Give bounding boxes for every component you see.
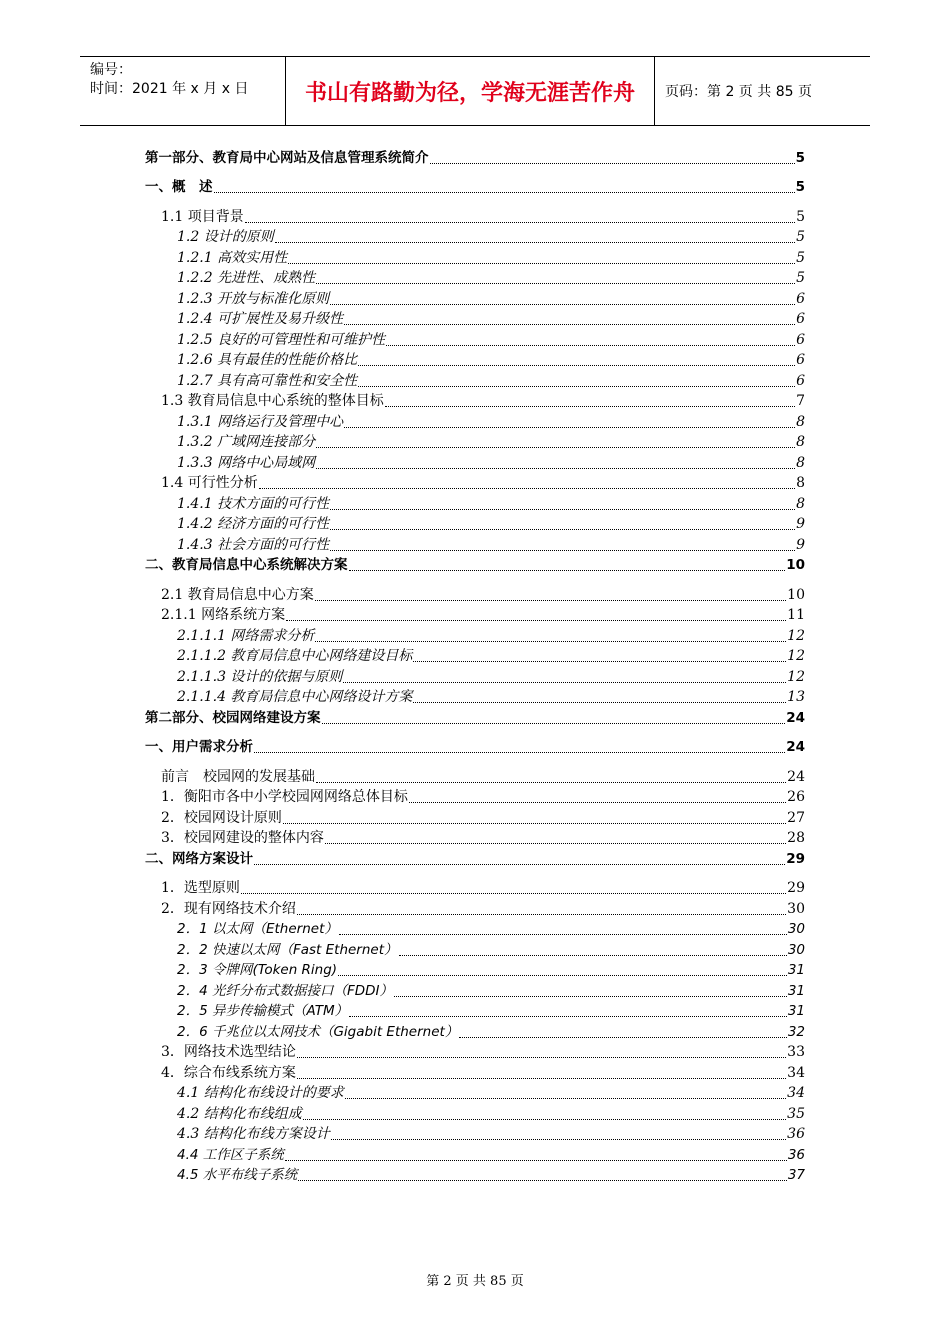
toc-entry[interactable]: [145, 583, 805, 604]
toc-entry[interactable]: [145, 369, 805, 390]
toc-entry-page: 24: [786, 739, 805, 755]
toc-entry-title: 2.1 教育局信息中心方案: [161, 586, 314, 603]
toc-dot-leader: [399, 954, 787, 956]
toc-entry[interactable]: [145, 604, 805, 625]
toc-entry-title: 4.5 水平布线子系统: [177, 1167, 298, 1183]
toc-dot-leader: [330, 508, 795, 510]
header-page-info: 页码：第 2 页 共 85 页: [665, 84, 812, 100]
toc-entry-page: 34: [787, 1064, 805, 1081]
toc-entry[interactable]: [145, 765, 805, 786]
toc-dot-leader: [241, 892, 786, 894]
toc-dot-leader: [459, 1036, 786, 1038]
toc-entry[interactable]: [145, 554, 805, 575]
toc-dot-leader: [385, 405, 795, 407]
toc-entry[interactable]: [145, 1143, 805, 1164]
toc-dot-leader: [245, 221, 795, 223]
toc-entry[interactable]: [145, 533, 805, 554]
toc-entry-page: 5: [795, 149, 805, 166]
toc-entry[interactable]: [145, 1123, 805, 1144]
toc-entry-page: 6: [796, 331, 805, 348]
toc-entry[interactable]: [145, 624, 805, 645]
toc-entry-title: 1.3 教育局信息中心系统的整体目标: [161, 393, 384, 409]
toc-entry-page: 32: [787, 1023, 805, 1040]
toc-entry-page: 9: [796, 536, 805, 553]
toc-entry-page: 6: [796, 290, 805, 307]
toc-entry-page: 12: [787, 668, 805, 685]
toc-entry[interactable]: [145, 959, 805, 980]
toc-entry-page: 6: [796, 352, 805, 368]
toc-entry-page: 11: [787, 607, 805, 623]
toc-entry-title: 2.1.1.3 设计的依据与原则: [177, 668, 343, 685]
toc-entry-title: 1.2.6 具有最佳的性能价格比: [177, 352, 358, 368]
toc-entry-page: 30: [787, 921, 805, 937]
toc-entry[interactable]: [145, 287, 805, 308]
toc-entry-title: 第一部分、教育局中心网站及信息管理系统简介: [145, 149, 429, 166]
toc-entry-page: 8: [796, 434, 805, 450]
toc-entry-page: 7: [796, 393, 805, 409]
toc-entry[interactable]: [145, 979, 805, 1000]
page-header: [80, 56, 870, 126]
toc-dot-leader: [330, 303, 795, 305]
toc-dot-leader: [322, 722, 786, 724]
toc-entry-title: 1.2.3 开放与标准化原则: [177, 290, 330, 307]
toc-entry[interactable]: [145, 847, 805, 868]
toc-entry[interactable]: [145, 1061, 805, 1082]
header-motto: 书山有路勤为径，学海无涯苦作舟: [304, 80, 635, 106]
toc-entry[interactable]: [145, 308, 805, 329]
toc-entry-page: 30: [787, 900, 805, 917]
toc-dot-leader: [344, 426, 795, 428]
toc-entry-title: 1．衡阳市各中小学校园网网络总体目标: [161, 789, 408, 805]
toc-entry-page: 27: [787, 809, 805, 826]
toc-entry[interactable]: [145, 205, 805, 226]
toc-entry-title: 2.1.1.4 教育局信息中心网络设计方案: [177, 689, 413, 705]
toc-entry[interactable]: [145, 645, 805, 666]
toc-dot-leader: [349, 569, 786, 571]
toc-dot-leader: [275, 241, 795, 243]
header-meta: [80, 57, 285, 125]
toc-dot-leader: [386, 344, 795, 346]
toc-dot-leader: [288, 262, 795, 264]
toc-entry-title: 2.1.1.1 网络需求分析: [177, 627, 315, 644]
toc-entry-title: 1.4.2 经济方面的可行性: [177, 516, 330, 532]
toc-entry-page: 34: [787, 1085, 805, 1101]
toc-entry[interactable]: [145, 938, 805, 959]
toc-dot-leader: [286, 619, 786, 621]
toc-entry-page: 5: [796, 270, 805, 286]
toc-entry-page: 33: [787, 1044, 805, 1060]
toc-entry-title: 2．4 光纤分布式数据接口（FDDI）: [177, 982, 394, 999]
toc-entry[interactable]: [145, 806, 805, 827]
toc-entry-title: 3．校园网建设的整体内容: [161, 830, 324, 846]
toc-entry-page: 36: [787, 1126, 805, 1142]
toc-entry-title: 4.3 结构化布线方案设计: [177, 1126, 330, 1142]
toc-dot-leader: [413, 660, 786, 662]
toc-entry-title: 前言 校园网的发展基础: [161, 768, 315, 785]
toc-entry-page: 24: [787, 768, 805, 785]
toc-entry-title: 1.2.5 良好的可管理性和可维护性: [177, 331, 386, 348]
toc-dot-leader: [316, 467, 795, 469]
toc-entry-title: 3．网络技术选型结论: [161, 1044, 296, 1060]
toc-dot-leader: [315, 640, 786, 642]
toc-entry-title: 1.3.1 网络运行及管理中心: [177, 413, 344, 430]
toc-entry-title: 2.1.1 网络系统方案: [161, 607, 286, 623]
doc-number-label: 编号：: [90, 62, 132, 78]
toc-dot-leader: [315, 599, 786, 601]
toc-dot-leader: [358, 385, 795, 387]
doc-date-label: 时间：2021 年 x 月 x 日: [90, 81, 249, 97]
toc-entry[interactable]: [145, 176, 805, 197]
toc-entry-title: 一、概 述: [145, 179, 213, 195]
toc-dot-leader: [298, 1179, 787, 1181]
toc-entry-title: 1.1 项目背景: [161, 208, 244, 225]
toc-dot-leader: [285, 1159, 787, 1161]
toc-entry-page: 8: [796, 413, 805, 430]
toc-dot-leader: [330, 549, 795, 551]
toc-entry-page: 12: [787, 648, 805, 664]
toc-entry[interactable]: [145, 918, 805, 939]
table-of-contents: [145, 146, 805, 1184]
toc-dot-leader: [430, 162, 795, 164]
toc-entry[interactable]: [145, 706, 805, 727]
toc-entry-page: 31: [787, 982, 805, 999]
toc-entry-title: 2．3 令牌网(Token Ring): [177, 962, 338, 978]
toc-dot-leader: [259, 487, 795, 489]
toc-entry-title: 2．2 快速以太网（Fast Ethernet）: [177, 941, 398, 958]
toc-entry-title: 2．校园网设计原则: [161, 809, 282, 826]
toc-entry-title: 2．现有网络技术介绍: [161, 900, 296, 917]
toc-entry-title: 1.2.2 先进性、成熟性: [177, 270, 316, 286]
toc-entry-title: 4.2 结构化布线组成: [177, 1105, 302, 1122]
toc-entry-title: 二、网络方案设计: [145, 850, 253, 867]
toc-entry-page: 26: [787, 789, 805, 805]
toc-dot-leader: [316, 446, 795, 448]
toc-entry[interactable]: [145, 1000, 805, 1021]
toc-entry-title: 2．6 千兆位以太网技术（Gigabit Ethernet）: [177, 1023, 459, 1040]
toc-entry-title: 第二部分、校园网络建设方案: [145, 709, 321, 726]
toc-entry[interactable]: [145, 1020, 805, 1041]
toc-entry[interactable]: [145, 431, 805, 452]
toc-dot-leader: [316, 282, 795, 284]
toc-entry-page: 8: [796, 495, 805, 512]
toc-entry-page: 10: [786, 557, 805, 573]
toc-entry-page: 6: [796, 372, 805, 389]
toc-entry-page: 31: [787, 962, 805, 978]
toc-entry-page: 5: [796, 208, 805, 225]
page-footer: 第 2 页 共 85 页: [426, 1274, 524, 1289]
toc-dot-leader: [331, 1138, 786, 1140]
toc-entry-page: 13: [787, 689, 805, 705]
toc-entry-page: 28: [787, 830, 805, 846]
toc-entry-page: 5: [796, 249, 805, 266]
toc-entry[interactable]: [145, 897, 805, 918]
toc-entry-page: 12: [787, 627, 805, 644]
toc-entry-title: 1.2.1 高效实用性: [177, 249, 288, 266]
toc-entry-page: 10: [787, 586, 805, 603]
toc-entry-title: 2．1 以太网（Ethernet）: [177, 921, 338, 937]
toc-dot-leader: [303, 1118, 786, 1120]
toc-dot-leader: [283, 822, 786, 824]
toc-entry-page: 5: [795, 179, 805, 195]
toc-dot-leader: [316, 781, 786, 783]
toc-dot-leader: [349, 1015, 787, 1017]
toc-entry-page: 37: [787, 1167, 805, 1183]
toc-entry[interactable]: [145, 1164, 805, 1185]
toc-entry[interactable]: [145, 1102, 805, 1123]
toc-dot-leader: [409, 801, 786, 803]
toc-entry[interactable]: [145, 267, 805, 288]
toc-dot-leader: [254, 863, 785, 865]
toc-dot-leader: [325, 842, 786, 844]
toc-entry[interactable]: [145, 226, 805, 247]
toc-entry[interactable]: [145, 146, 805, 167]
toc-entry[interactable]: [145, 246, 805, 267]
toc-entry[interactable]: [145, 686, 805, 707]
toc-entry[interactable]: [145, 349, 805, 370]
toc-entry-title: 4.4 工作区子系统: [177, 1146, 284, 1163]
toc-entry[interactable]: [145, 410, 805, 431]
toc-entry[interactable]: [145, 827, 805, 848]
toc-entry-title: 1.4 可行性分析: [161, 475, 258, 491]
toc-entry[interactable]: [145, 736, 805, 757]
toc-entry-title: 二、教育局信息中心系统解决方案: [145, 557, 348, 573]
toc-entry-title: 1.3.3 网络中心局域网: [177, 454, 316, 471]
toc-entry-page: 6: [796, 311, 805, 327]
toc-entry-title: 4.1 结构化布线设计的要求: [177, 1085, 344, 1101]
toc-entry-title: 1.2.4 可扩展性及易升级性: [177, 311, 344, 327]
toc-entry-title: 1.4.3 社会方面的可行性: [177, 536, 330, 553]
toc-dot-leader: [254, 751, 785, 753]
toc-dot-leader: [339, 933, 787, 935]
toc-entry-title: 4．综合布线系统方案: [161, 1064, 296, 1081]
toc-entry-page: 36: [787, 1146, 805, 1163]
toc-entry[interactable]: [145, 492, 805, 513]
toc-entry-title: 1.3.2 广域网连接部分: [177, 434, 316, 450]
toc-entry-page: 8: [796, 475, 805, 491]
toc-entry-page: 31: [787, 1003, 805, 1019]
toc-entry-title: 2.1.1.2 教育局信息中心网络建设目标: [177, 648, 413, 664]
toc-dot-leader: [338, 974, 787, 976]
toc-entry-title: 1.2 设计的原则: [177, 229, 274, 245]
toc-entry-page: 29: [787, 880, 805, 896]
toc-entry-page: 29: [786, 850, 805, 867]
toc-entry[interactable]: [145, 472, 805, 493]
toc-dot-leader: [330, 528, 795, 530]
toc-entry-page: 30: [787, 941, 805, 958]
toc-entry[interactable]: [145, 328, 805, 349]
toc-entry-title: 1.4.1 技术方面的可行性: [177, 495, 330, 512]
toc-dot-leader: [344, 323, 795, 325]
toc-entry[interactable]: [145, 451, 805, 472]
toc-dot-leader: [343, 681, 786, 683]
toc-dot-leader: [297, 913, 786, 915]
toc-entry[interactable]: [145, 1041, 805, 1062]
toc-entry-page: 24: [786, 709, 805, 726]
toc-dot-leader: [297, 1077, 786, 1079]
toc-entry[interactable]: [145, 1082, 805, 1103]
toc-entry-title: 一、用户需求分析: [145, 739, 253, 755]
toc-entry[interactable]: [145, 513, 805, 534]
toc-dot-leader: [214, 191, 795, 193]
toc-dot-leader: [394, 995, 787, 997]
toc-entry-page: 5: [796, 229, 805, 245]
toc-dot-leader: [413, 701, 786, 703]
toc-entry-title: 1.2.7 具有高可靠性和安全性: [177, 372, 358, 389]
toc-entry[interactable]: [145, 877, 805, 898]
toc-entry-title: 2．5 异步传输模式（ATM）: [177, 1003, 349, 1019]
toc-dot-leader: [358, 364, 795, 366]
toc-entry-page: 8: [796, 454, 805, 471]
toc-entry[interactable]: [145, 665, 805, 686]
toc-dot-leader: [345, 1097, 786, 1099]
toc-entry[interactable]: [145, 786, 805, 807]
toc-entry[interactable]: [145, 390, 805, 411]
toc-dot-leader: [297, 1056, 786, 1058]
toc-entry-page: 35: [787, 1105, 805, 1122]
toc-entry-page: 9: [796, 516, 805, 532]
toc-entry-title: 1．选型原则: [161, 880, 240, 896]
